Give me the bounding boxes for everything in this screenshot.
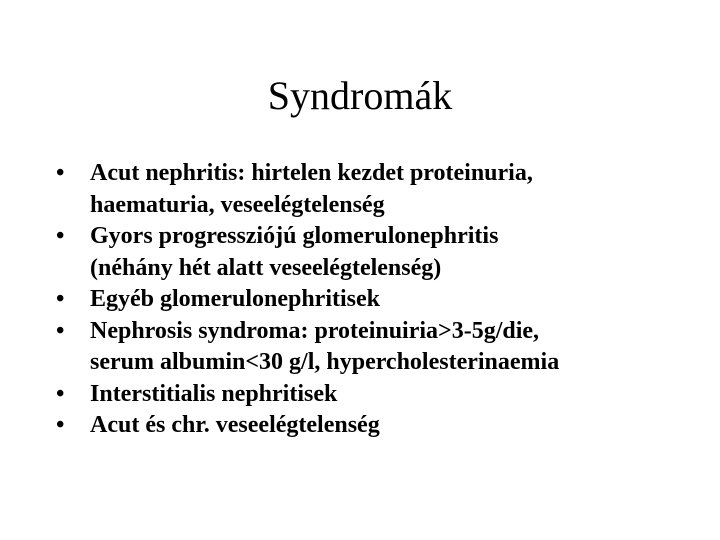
bullet-icon: • (56, 160, 65, 186)
bullet-text-line: Nephrosis syndroma: proteinuiria>3-5g/die, (90, 317, 540, 344)
bullet-icon: • (56, 317, 65, 344)
list-item (56, 410, 706, 442)
list-item (56, 316, 706, 379)
bullet-text-line: Acut és chr. veseelégtelenség (90, 412, 380, 438)
bullet-icon: • (56, 412, 65, 438)
list-item (56, 221, 706, 284)
bullet-text-line: Interstitialis nephritisek (90, 380, 338, 407)
bullet-text-line: haematuria, veseelégtelenség (90, 191, 385, 218)
bullet-text-line: serum albumin<30 g/l, hypercholesterinaemia (90, 349, 560, 375)
slide-title: Syndromák (267, 73, 453, 118)
list-item (56, 379, 706, 411)
bullet-icon: • (56, 286, 65, 312)
bullet-text-line: (néhány hét alatt veseelégtelenség) (90, 254, 442, 281)
bullet-list (56, 158, 706, 442)
list-item (56, 158, 706, 221)
bullet-icon: • (56, 380, 65, 407)
bullet-text-line: Gyors progressziójú glomerulonephritis (90, 223, 499, 249)
bullet-icon: • (56, 223, 65, 249)
bullet-text-line: Egyéb glomerulonephritisek (90, 286, 381, 312)
list-item (56, 284, 706, 316)
bullet-text-line: Acut nephritis: hirtelen kezdet proteinuria, (90, 160, 533, 186)
